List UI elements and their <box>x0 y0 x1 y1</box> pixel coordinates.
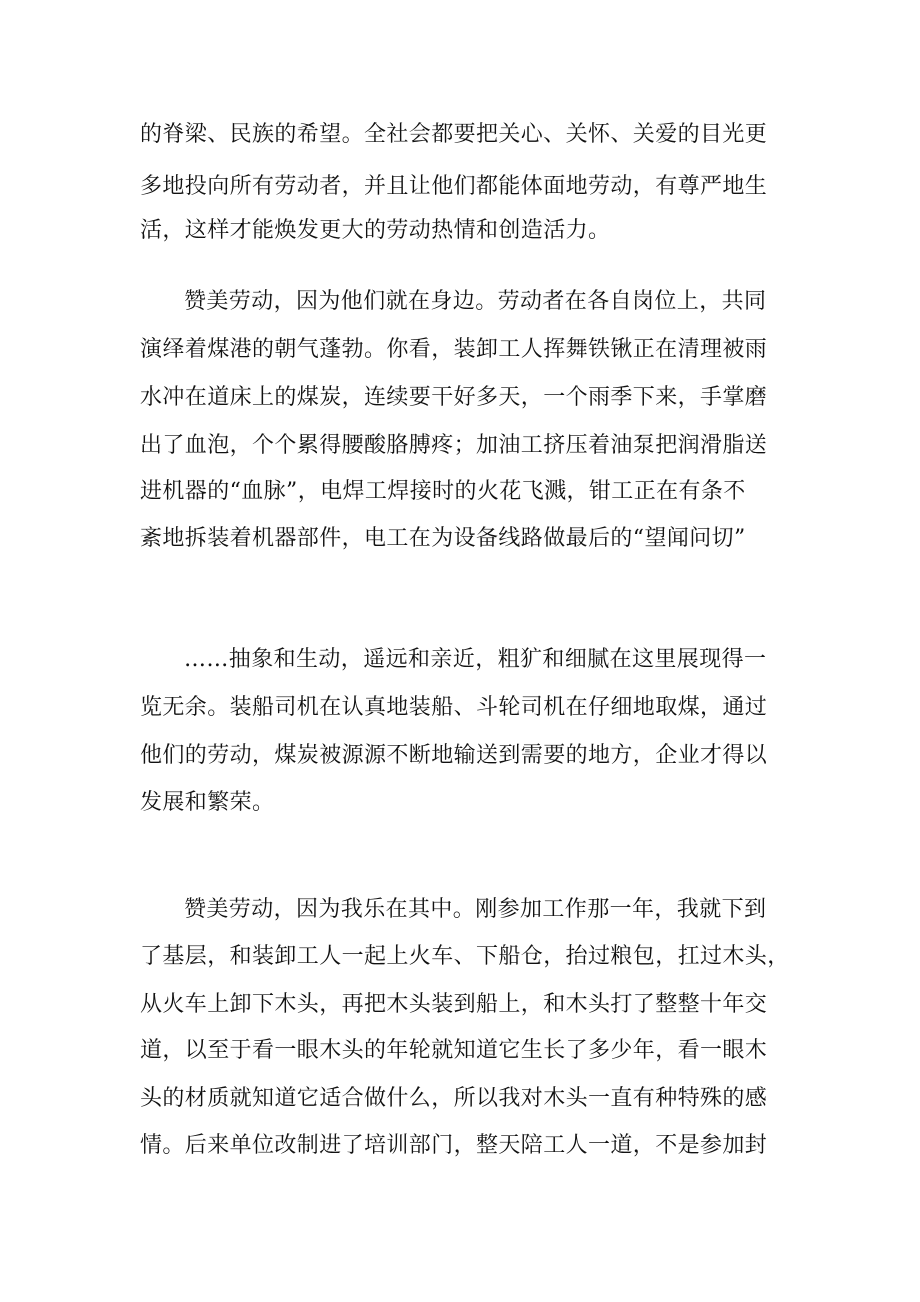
paragraph-line: 赞美劳动，因为他们就在身边。劳动者在各自岗位上，共同 <box>184 289 767 314</box>
paragraph-line: 头的材质就知道它适合做什么，所以我对木头一直有种特殊的感 <box>140 1086 768 1111</box>
paragraph-line: 演绎着煤港的朝气蓬勃。你看，装卸工人挥舞铁锹正在清理被雨 <box>140 337 768 362</box>
paragraph-line: 赞美劳动，因为我乐在其中。刚参加工作那一年，我就下到 <box>184 897 767 922</box>
paragraph-line: 活，这样才能焕发更大的劳动热情和创造活力。 <box>140 218 611 243</box>
paragraph-line: 多地投向所有劳动者，并且让他们都能体面地劳动，有尊严地生 <box>140 174 768 199</box>
paragraph-line: 的脊梁、民族的希望。全社会都要把关心、关怀、关爱的目光更 <box>140 122 768 147</box>
paragraph-line: ……抽象和生动，遥远和亲近，粗犷和细腻在这里展现得一 <box>184 647 767 672</box>
paragraph-line: 道，以至于看一眼木头的年轮就知道它生长了多少年，看一眼木 <box>140 1038 768 1063</box>
paragraph-line: 进机器的“血脉”，电焊工焊接时的火花飞溅，钳工正在有条不 <box>140 479 746 504</box>
paragraph-line: 览无余。装船司机在认真地装船、斗轮司机在仔细地取煤，通过 <box>140 695 768 720</box>
paragraph-line: 情。后来单位改制进了培训部门，整天陪工人一道，不是参加封 <box>140 1133 768 1158</box>
paragraph-line: 发展和繁荣。 <box>140 790 275 815</box>
paragraph-line: 从火车上卸下木头，再把木头装到船上，和木头打了整整十年交 <box>140 992 768 1017</box>
paragraph-line: 水冲在道床上的煤炭，连续要干好多天，一个雨季下来，手掌磨 <box>140 385 768 410</box>
paragraph-line: 紊地拆装着机器部件，电工在为设备线路做最后的“望闻问切” <box>140 526 746 551</box>
paragraph-line: 他们的劳动，煤炭被源源不断地输送到需要的地方，企业才得以 <box>140 743 768 768</box>
paragraph-line: 出了血泡，个个累得腰酸胳膊疼；加油工挤压着油泵把润滑脂送 <box>140 433 768 458</box>
paragraph-line: 了基层，和装卸工人一起上火车、下船仓，抬过粮包，扛过木头， <box>140 944 790 969</box>
